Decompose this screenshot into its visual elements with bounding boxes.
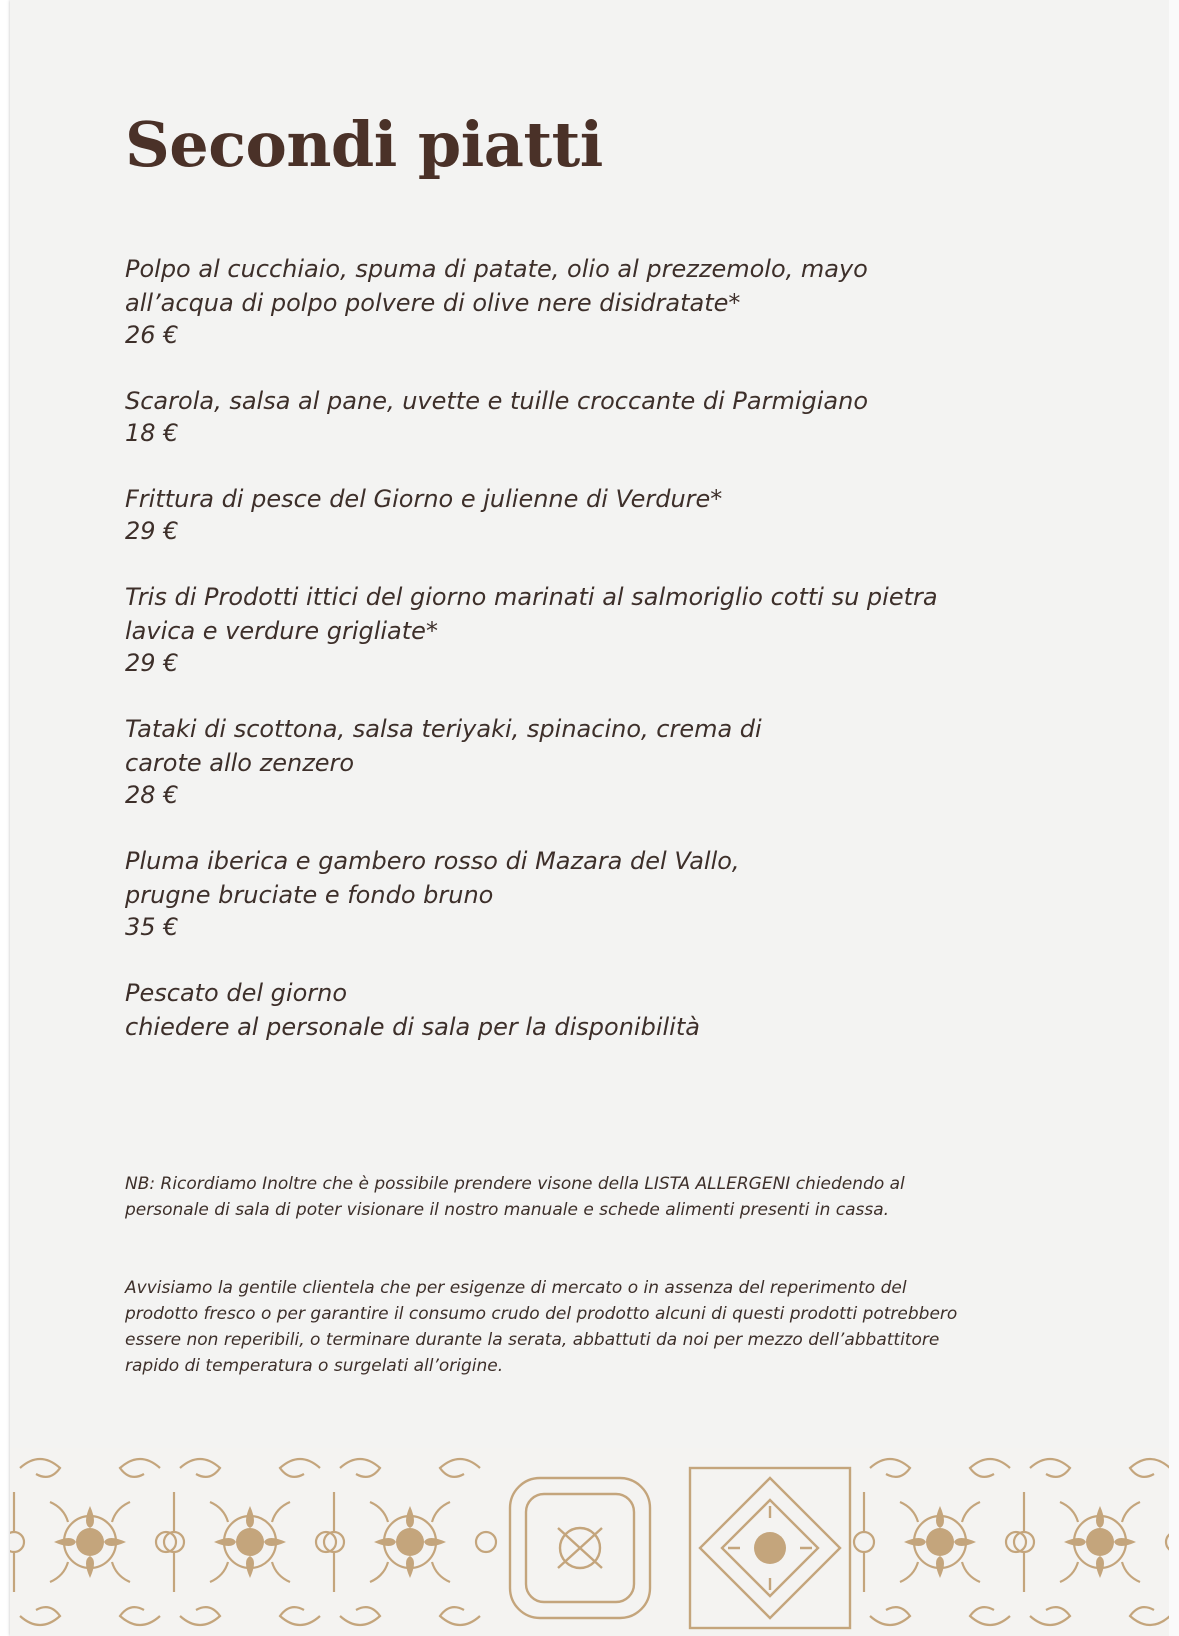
menu-item [125, 712, 1025, 810]
item-description-line: Frittura di pesce del Giorno e julienne di Verdure* [125, 485, 723, 513]
menu-sheet [10, 0, 1169, 1636]
menu-items [125, 252, 1025, 1078]
allergen-note [125, 1171, 1025, 1223]
item-description-line: Pluma iberica e gambero rosso di Mazara del Vallo, [125, 847, 740, 875]
item-price: 26 € [125, 321, 179, 349]
majolica-tile-border-icon [10, 1448, 1169, 1636]
note-line: prodotto fresco o per garantire il consumo crudo del prodotto alcuni di questi prodotti potrebbero [125, 1304, 958, 1324]
item-description-line: Pescato del giorno [125, 979, 348, 1007]
note-line: essere non reperibili, o terminare durante la serata, abbattuti da noi per mezzo dell’abbattitore [125, 1330, 940, 1350]
page-title: Secondi piatti [125, 108, 603, 181]
menu-item [125, 976, 1025, 1044]
note-line: personale di sala di poter visionare il nostro manuale e schede alimenti presenti in cassa. [125, 1200, 890, 1220]
availability-note [125, 1275, 1025, 1379]
item-price: 28 € [125, 781, 179, 809]
item-price: 29 € [125, 517, 179, 545]
page-edge [1169, 0, 1179, 1636]
menu-item [125, 252, 1025, 350]
item-description-line: Tataki di scottona, salsa teriyaki, spinacino, crema di [125, 715, 762, 743]
item-price: 35 € [125, 913, 179, 941]
item-description-line: Scarola, salsa al pane, uvette e tuille croccante di Parmigiano [125, 387, 869, 415]
item-description-line: all’acqua di polpo polvere di olive nere disidratate* [125, 289, 741, 317]
note-line: Avvisiamo la gentile clientela che per esigenze di mercato o in assenza del reperimento del [125, 1278, 907, 1298]
item-price: 29 € [125, 649, 179, 677]
note-line: NB: Ricordiamo Inoltre che è possibile prendere visone della LISTA ALLERGENI chiedendo al [125, 1174, 905, 1194]
menu-item [125, 844, 1025, 942]
item-description-line: prugne bruciate e fondo bruno [125, 881, 494, 909]
menu-item [125, 482, 1025, 546]
menu-item [125, 384, 1025, 448]
item-description-line: lavica e verdure grigliate* [125, 617, 438, 645]
item-description-line: chiedere al personale di sala per la disponibilità [125, 1013, 700, 1041]
item-description-line: Tris di Prodotti ittici del giorno marinati al salmoriglio cotti su pietra [125, 583, 938, 611]
item-description-line: carote allo zenzero [125, 749, 355, 777]
menu-item [125, 580, 1025, 678]
item-price: 18 € [125, 419, 179, 447]
note-line: rapido di temperatura o surgelati all’origine. [125, 1356, 504, 1376]
item-description-line: Polpo al cucchiaio, spuma di patate, olio al prezzemolo, mayo [125, 255, 868, 283]
